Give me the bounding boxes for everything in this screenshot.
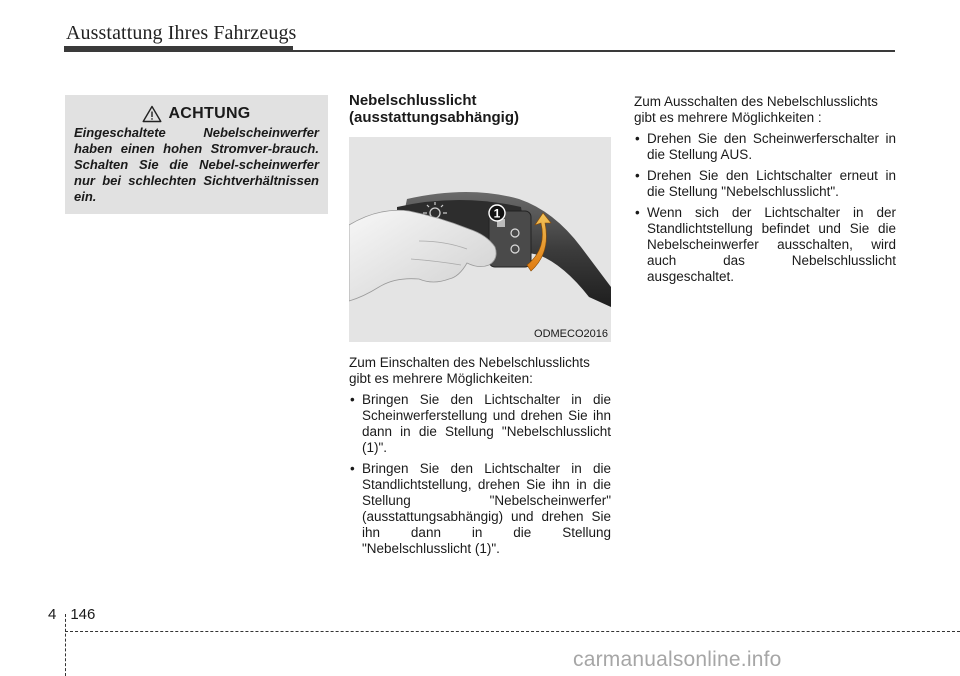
- light-switch-figure: [349, 137, 611, 342]
- chapter-number: 4: [48, 606, 57, 623]
- section-title-line1: Nebelschlusslicht: [349, 92, 477, 109]
- caution-title: ACHTUNG: [168, 105, 251, 122]
- caution-text: Eingeschaltete Nebelscheinwerfer haben einen hohen Stromver-brauch. Schalten Sie die Nebel-scheinwerfer nur bei schlechten Sichtverhältnissen ein.: [74, 125, 319, 204]
- section-title-line2: (ausstattungsabhängig): [349, 109, 520, 126]
- page-number: [48, 606, 95, 623]
- on-intro: Zum Einschalten des Nebelschlusslichts gibt es mehrere Möglichkeiten:: [349, 355, 590, 386]
- off-intro: Zum Ausschalten des Nebelschlusslichts gibt es mehrere Möglichkeiten :: [634, 94, 878, 125]
- header-rule: [64, 50, 895, 52]
- figure-code: ODMECO2016: [534, 328, 608, 340]
- watermark: carmanualsonline.info: [573, 648, 782, 671]
- list-item: • Drehen Sie den Lichtschalter erneut in die Stellung "Nebelschlusslicht".: [634, 168, 896, 200]
- list-item: • Drehen Sie den Scheinwerferschalter in die Stellung AUS.: [634, 131, 896, 163]
- section-heading: [349, 92, 612, 126]
- caution-heading: [74, 105, 319, 123]
- page-header-title: Ausstattung Ihres Fahrzeugs: [66, 22, 297, 44]
- caution-box: [65, 95, 328, 214]
- footer-divider-horizontal: [65, 631, 960, 632]
- list-item: • Bringen Sie den Lichtschalter in die Standlichtstellung, drehen Sie ihn in die Stellung "Nebelscheinwerfer" (ausstattungsabhängig) und drehen Sie ihn dann in die Stellung "Nebelschlusslicht (1)".: [349, 461, 611, 557]
- off-steps-list: [634, 131, 896, 285]
- on-steps-list: [349, 392, 611, 557]
- light-switch-illustration: [349, 137, 611, 342]
- switch-off-instructions: [634, 94, 896, 290]
- footer-divider-vertical: [65, 614, 66, 676]
- figure-callout-1: 1: [493, 206, 501, 221]
- list-item: • Wenn sich der Lichtschalter in der Standlichtstellung befindet und Sie die Nebelscheinwerfer ausschalten, wird auch das Nebelschlusslicht ausgeschaltet.: [634, 205, 896, 285]
- list-item: • Bringen Sie den Lichtschalter in die Scheinwerferstellung und drehen Sie ihn dann in die Stellung "Nebelschlusslicht (1)".: [349, 392, 611, 456]
- switch-on-instructions: [349, 355, 611, 562]
- page-number-value: 146: [70, 606, 96, 623]
- warning-triangle-icon: [142, 105, 162, 123]
